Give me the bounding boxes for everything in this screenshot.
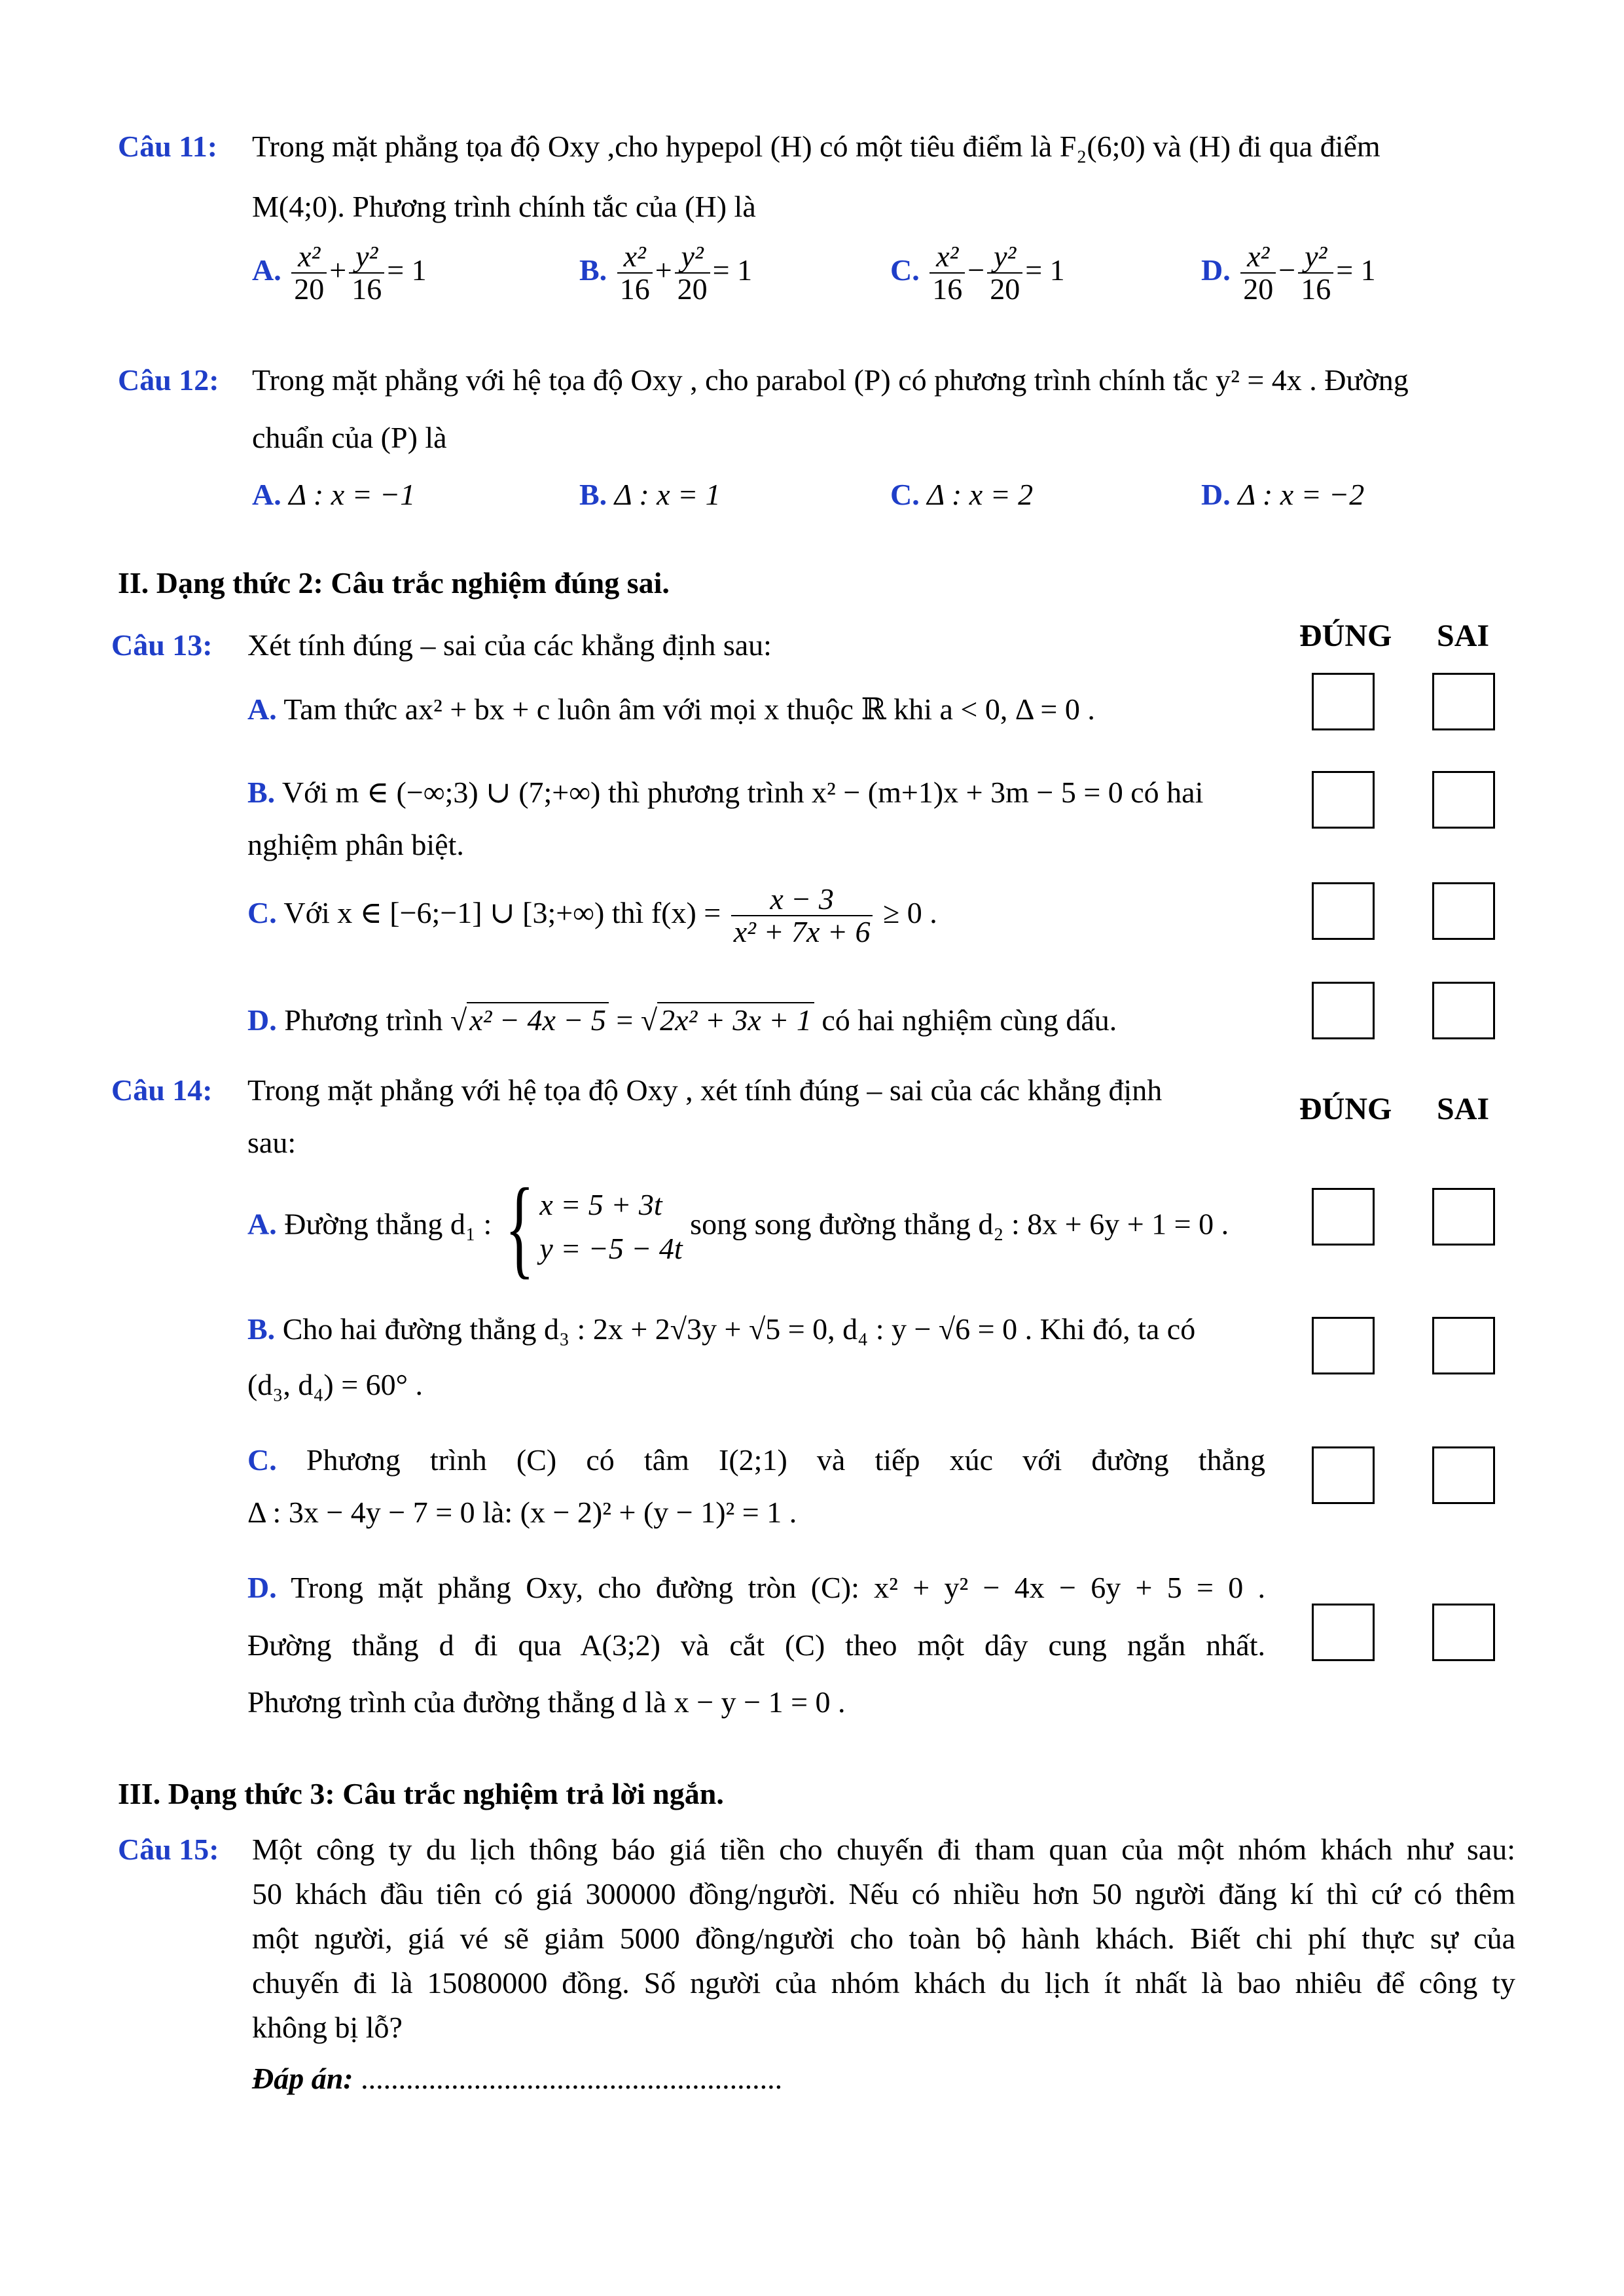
rhs: = 1: [712, 253, 753, 287]
q14-stem-line2: sau:: [247, 1126, 297, 1159]
item-text: Tam thức ax² + bx + c luôn âm với mọi x thuộc ℝ khi a < 0, Δ = 0 .: [283, 692, 1095, 726]
fraction: [1240, 241, 1276, 306]
numerator: x²: [623, 240, 646, 273]
item-key: B.: [247, 776, 276, 809]
fraction: [291, 241, 327, 306]
option-text: Δ : x = 2: [927, 478, 1034, 511]
denominator: 20: [675, 272, 710, 305]
equation-system: [499, 1166, 683, 1289]
q14-d-false-checkbox[interactable]: [1432, 1604, 1495, 1661]
sqrt-radicand: 2x² + 3x + 1: [657, 1002, 814, 1037]
numerator: x − 3: [770, 882, 834, 916]
item-text-post: song song đường thẳng d₂ : 8x + 6y + 1 = 0 .: [690, 1207, 1229, 1241]
q15-answer-row[interactable]: [252, 2055, 782, 2102]
q14-col-true: ĐÚNG: [1299, 1092, 1392, 1126]
rhs: = 1: [387, 253, 427, 287]
fraction: [675, 241, 710, 306]
q12-option-b[interactable]: [579, 471, 721, 518]
option-text: Δ : x = −2: [1238, 478, 1365, 511]
q14-b-true-checkbox[interactable]: [1312, 1317, 1375, 1374]
numerator: x²: [298, 240, 321, 273]
q15-line-1: Một công ty du lịch thông báo giá tiền cho chuyến đi tham quan của một nhóm khách như sau:: [252, 1833, 1515, 1866]
q13-a-false-checkbox[interactable]: [1432, 673, 1495, 730]
item-text-post: ≥ 0 .: [882, 895, 937, 929]
denominator: 20: [1240, 272, 1276, 305]
item-key: A.: [247, 1207, 277, 1241]
q14-item-a: [247, 1166, 1229, 1289]
sqrt-sign: √: [450, 1003, 467, 1037]
option-key: B.: [579, 253, 607, 287]
q13-stem: Xét tính đúng – sai của các khẳng định sau:: [247, 628, 772, 662]
q13-col-true: ĐÚNG: [1299, 619, 1392, 653]
item-text: Với x ∈ [−6;−1] ∪ [3;+∞) thì f(x) =: [283, 895, 721, 929]
denominator: 16: [1298, 272, 1333, 305]
item-key: C.: [247, 1443, 277, 1477]
q14-c-true-checkbox[interactable]: [1312, 1446, 1375, 1504]
item-text: Phương trình: [284, 1003, 443, 1037]
option-text: Δ : x = −1: [289, 478, 416, 511]
q14-item-b: [247, 1306, 1269, 1352]
q14-a-false-checkbox[interactable]: [1432, 1188, 1495, 1246]
q13-d-false-checkbox[interactable]: [1432, 982, 1495, 1039]
q13-a-true-checkbox[interactable]: [1312, 673, 1375, 730]
q14-stem-line1: Trong mặt phẳng với hệ tọa độ Oxy , xét tính đúng – sai của các khẳng định: [247, 1073, 1163, 1107]
item-key: A.: [247, 692, 277, 726]
item-text: Cho hai đường thẳng d₃ : 2x + 2√3y + √5 = 0, d₄ : y − √6 = 0 . Khi đó, ta có: [282, 1312, 1196, 1346]
q13-item-a: [247, 686, 1269, 732]
answer-label: Đáp án:: [252, 2062, 353, 2095]
item-text: Đường thẳng d₁ :: [284, 1207, 492, 1241]
numerator: y²: [1305, 240, 1327, 273]
q15-line-3: một người, giá vé sẽ giảm 5000 đồng/người cho toàn bộ hành khách. Biết chi phí thực sự của: [252, 1922, 1515, 1955]
option-key: D.: [1201, 253, 1231, 287]
q13-item-b: [247, 769, 1269, 816]
q15-line-4: chuyến đi là 15080000 đồng. Số người của nhóm khách du lịch ít nhất là bao nhiêu để công ty: [252, 1966, 1515, 2000]
operator: +: [329, 253, 347, 287]
item-text: Với m ∈ (−∞;3) ∪ (7;+∞) thì phương trình x² − (m+1)x + 3m − 5 = 0 có hai: [281, 776, 1204, 809]
sqrt-radicand: x² − 4x − 5: [467, 1002, 609, 1037]
q14-item-c-cont: Δ : 3x − 4y − 7 = 0 là: (x − 2)² + (y − 1)² = 1 .: [247, 1496, 797, 1529]
option-key: A.: [252, 478, 281, 511]
q14-label: Câu 14:: [111, 1073, 213, 1107]
q11-option-b[interactable]: [579, 241, 752, 306]
numerator: y²: [355, 240, 378, 273]
q13-item-c: [247, 884, 937, 948]
q13-item-b-cont: nghiệm phân biệt.: [247, 828, 464, 861]
option-key: C.: [890, 253, 920, 287]
q15-line-2: 50 khách đầu tiên có giá 300000 đồng/người. Nếu có nhiều hơn 50 người đăng kí thì cứ có thêm: [252, 1877, 1515, 1910]
q14-col-false: SAI: [1437, 1092, 1490, 1126]
denominator: 16: [617, 272, 653, 305]
item-key: C.: [247, 895, 277, 929]
q12-stem-line1: Trong mặt phẳng với hệ tọa độ Oxy , cho parabol (P) có phương trình chính tắc y² = 4x . Đường: [252, 363, 1409, 397]
option-text: Δ : x = 1: [614, 478, 721, 511]
denominator: 20: [291, 272, 327, 305]
q15-line-5: không bị lỗ?: [252, 2011, 403, 2044]
numerator: y²: [681, 240, 704, 273]
item-text-post: có hai nghiệm cùng dấu.: [821, 1003, 1117, 1037]
system-row: x = 5 + 3t: [539, 1188, 662, 1222]
system-row: y = −5 − 4t: [539, 1232, 683, 1265]
q11-option-c[interactable]: [890, 241, 1065, 306]
item-text: Phương trình (C) có tâm I(2;1) và tiếp xúc với đường thẳng: [306, 1443, 1266, 1477]
q14-item-d: [247, 1564, 1265, 1611]
numerator: y²: [994, 240, 1017, 273]
fraction: [929, 241, 965, 306]
item-key: B.: [247, 1312, 276, 1346]
rhs: = 1: [1336, 253, 1376, 287]
sqrt-sign: √: [640, 1003, 658, 1037]
q15-label: Câu 15:: [118, 1833, 219, 1866]
q11-option-d[interactable]: [1201, 241, 1376, 306]
section-2-heading: II. Dạng thức 2: Câu trắc nghiệm đúng sai.: [118, 566, 670, 600]
q13-label: Câu 13:: [111, 628, 213, 662]
denominator: 20: [987, 272, 1022, 305]
denominator: x² + 7x + 6: [731, 915, 873, 948]
item-key: D.: [247, 1003, 277, 1037]
item-key: D.: [247, 1571, 277, 1604]
operator: −: [1278, 253, 1296, 287]
numerator: x²: [1247, 240, 1270, 273]
numerator: x²: [936, 240, 959, 273]
q13-item-d: [247, 997, 1117, 1043]
q14-item-d-cont2: Phương trình của đường thẳng d là x − y − 1 = 0 .: [247, 1685, 846, 1719]
q13-col-false: SAI: [1437, 619, 1490, 653]
q14-d-true-checkbox[interactable]: [1312, 1604, 1375, 1661]
operator: −: [967, 253, 985, 287]
q12-option-d[interactable]: [1201, 471, 1364, 518]
option-key: C.: [890, 478, 920, 511]
item-text: Trong mặt phẳng Oxy, cho đường tròn (C): x² + y² − 4x − 6y + 5 = 0 .: [291, 1571, 1266, 1604]
fraction: [617, 241, 653, 306]
q14-c-false-checkbox[interactable]: [1432, 1446, 1495, 1504]
q11-stem-line1: Trong mặt phẳng tọa độ Oxy ,cho hypepol (H) có một tiêu điểm là F₂(6;0) và (H) đi qua điểm: [252, 130, 1380, 163]
fraction: [349, 241, 384, 306]
q12-option-c[interactable]: [890, 471, 1033, 518]
q14-b-false-checkbox[interactable]: [1432, 1317, 1495, 1374]
q14-a-true-checkbox[interactable]: [1312, 1188, 1375, 1246]
operator: +: [655, 253, 672, 287]
option-key: A.: [252, 253, 281, 287]
option-key: D.: [1201, 478, 1231, 511]
fraction: [731, 884, 873, 948]
denominator: 16: [349, 272, 384, 305]
option-key: B.: [579, 478, 607, 511]
q13-b-false-checkbox[interactable]: [1432, 771, 1495, 829]
q14-item-d-cont: Đường thẳng d đi qua A(3;2) và cắt (C) theo một dây cung ngắn nhất.: [247, 1628, 1265, 1662]
section-3-heading: III. Dạng thức 3: Câu trắc nghiệm trả lời ngắn.: [118, 1777, 724, 1810]
denominator: 16: [929, 272, 965, 305]
q13-c-false-checkbox[interactable]: [1432, 882, 1495, 940]
q12-stem-line2: chuẩn của (P) là: [252, 421, 447, 454]
q14-item-b-cont: (d₃, d₄) = 60° .: [247, 1368, 424, 1401]
equals: =: [616, 1003, 634, 1037]
fraction: [1298, 241, 1333, 306]
q14-item-c: [247, 1437, 1265, 1483]
brace: {: [505, 1166, 534, 1289]
answer-blank[interactable]: ........................................................: [361, 2062, 783, 2095]
q11-label: Câu 11:: [118, 130, 218, 163]
fraction: [987, 241, 1022, 306]
q11-stem-line2: M(4;0). Phương trình chính tắc của (H) là: [252, 190, 756, 223]
q13-c-true-checkbox[interactable]: [1312, 882, 1375, 940]
q11-option-a[interactable]: [252, 241, 427, 306]
q12-label: Câu 12:: [118, 363, 219, 397]
q12-option-a[interactable]: [252, 471, 415, 518]
q13-d-true-checkbox[interactable]: [1312, 982, 1375, 1039]
rhs: = 1: [1025, 253, 1065, 287]
q13-b-true-checkbox[interactable]: [1312, 771, 1375, 829]
